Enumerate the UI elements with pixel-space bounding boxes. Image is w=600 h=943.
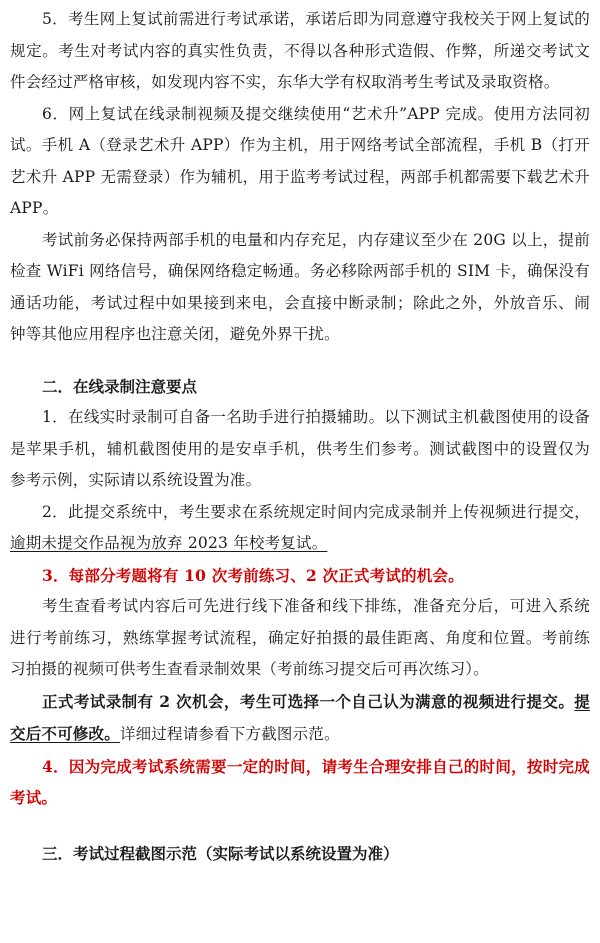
formal-exam-bold-text: 正式考试录制有 2 次机会，考生可选择一个自己认为满意的视频进行提交。 [42, 691, 575, 711]
paragraph-practice-description: 考生查看考试内容后可先进行线下准备和线下排练，准备充分后，可进入系统进行考前练习，熟练掌握考试流程，确定好拍摄的最佳距离、角度和位置。考前练习拍摄的视频可供考生查看录制效果（考前练习提交后可再次练习）。 [10, 597, 590, 678]
section-heading-2: 二．在线录制注意要点 [42, 376, 198, 396]
paragraph-section2-item-3: 3．每部分考题将有 10 次考前练习、2 次正式考试的机会。 [42, 565, 464, 585]
paragraph-phone-preparation: 考试前务必保持两部手机的电量和内存充足，内存建议至少在 20G 以上，提前检查 WiFi 网络信号，确保网络稳定畅通。务必移除两部手机的 SIM 卡，确保没有通话功能，考试过程中如果接到来电，会直接中断录制；除此之外，外放音乐、闹钟等其他应用程序也注意关闭，避免外界干扰。 [10, 230, 590, 343]
paragraph-section2-item-1: 1．在线实时录制可自备一名助手进行拍摄辅助。以下测试主机截图使用的设备是苹果手机，辅机截图使用的是安卓手机，供考生们参考。测试截图中的设置仅为参考示例，实际请以系统设置为准。 [10, 408, 590, 489]
no-modification-warning: 提交后不可修改。 [10, 691, 590, 743]
item-2-text: 2．此提交系统中，考生要求在系统规定时间内完成录制并上传视频进行提交， [42, 502, 590, 521]
paragraph-formal-exam [10, 686, 590, 751]
paragraph-item-6: 6．网上复试在线录制视频及提交继续使用“艺术升”APP 完成。使用方法同初试。手机 A（登录艺术升 APP）作为主机，用于网络考试全部流程，手机 B（打开艺术升 APP 无需登录）作为辅机，用于监考考试过程，两部手机都需要下载艺术升 APP。 [10, 104, 590, 217]
section-heading-3: 三．考试过程截图示范（实际考试以系统设置为准） [42, 843, 399, 863]
see-screenshots-text: 详细过程请参看下方截图示范。 [119, 725, 340, 743]
paragraph-section2-item-2 [10, 497, 590, 560]
paragraph-item-5: 5．考生网上复试前需进行考试承诺，承诺后即为同意遵守我校关于网上复试的规定。考生对考试内容的真实性负责，不得以各种形式造假、作弊，所递交考试文件会经过严格审核，如发现内容不实，东华大学有权取消考生考试及录取资格。 [10, 10, 590, 91]
paragraph-section2-item-4: 4．因为完成考试系统需要一定的时间，请考生合理安排自己的时间，按时完成考试。 [10, 756, 590, 807]
item-2-underlined-warning: 逾期未提交作品视为放弃 2023 年校考复试。 [10, 534, 328, 552]
